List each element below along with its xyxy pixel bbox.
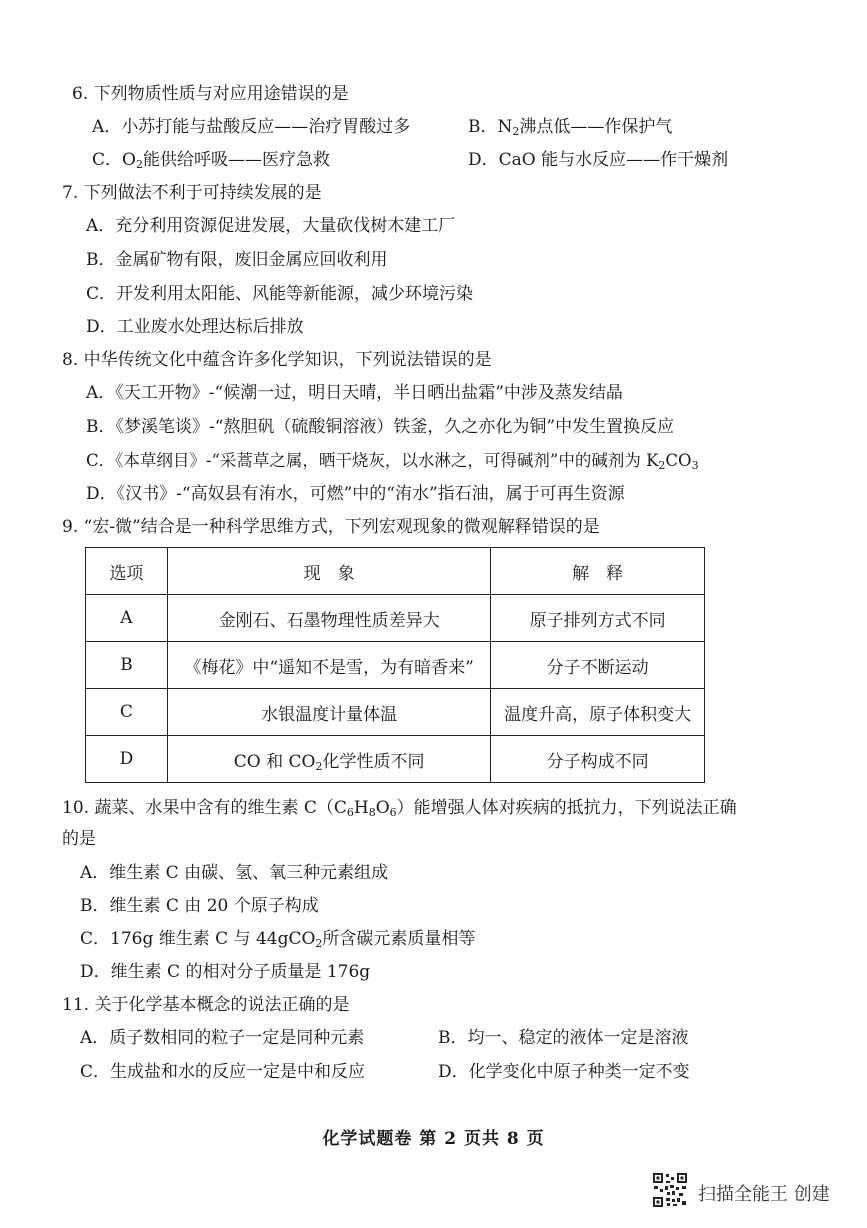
q10-option-c: C．176g 维生素 C 与 44gCO$_2$所含碳元素质量相等	[80, 929, 476, 950]
q10-option-a: A．维生素 C 由碳、氢、氧三种元素组成	[80, 863, 389, 883]
q8-option-c: C．《本草纲目》-“采蒿草之属，晒干烧灰，以水淋之，可得碱剂”中的碱剂为 $K_2CO_3$	[86, 451, 699, 472]
q6-option-b: B．$N_2$沸点低——作保护气	[468, 117, 673, 138]
table-cell-explanation: 温度升高，原子体积变大	[491, 689, 705, 736]
table-cell-phenomenon: CO 和 $CO_2$化学性质不同	[167, 736, 490, 783]
table-header-row	[86, 548, 705, 595]
q6-option-d: D．CaO 能与水反应——作干燥剂	[468, 150, 729, 170]
q8-stem: 8. 中华传统文化中蕴含许多化学知识，下列说法错误的是	[62, 350, 492, 370]
table-cell-option: C	[86, 689, 168, 736]
table-cell-option: D	[86, 736, 168, 783]
q7-option-a: A．充分利用资源促进发展，大量砍伐树木建工厂	[86, 216, 456, 236]
table-cell-explanation: 分子不断运动	[491, 642, 705, 689]
q8-option-d: D．《汉书》-“高奴县有洧水，可燃”中的“洧水”指石油，属于可再生资源	[86, 484, 625, 504]
scanner-watermark: 扫描全能王 创建	[698, 1184, 830, 1205]
q7-option-c: C．开发利用太阳能、风能等新能源，减少环境污染	[86, 284, 474, 304]
q6-stem: 6. 下列物质性质与对应用途错误的是	[72, 84, 349, 104]
q11-option-b: B．均一、稳定的液体一定是溶液	[438, 1028, 689, 1048]
q10-option-d: D．维生素 C 的相对分子质量是 176g	[80, 962, 371, 982]
qr-code-icon	[652, 1172, 688, 1208]
table-cell-phenomenon: 金刚石、石墨物理性质差异大	[167, 595, 490, 642]
table-header-option: 选项	[86, 548, 168, 595]
table-header-phenomenon: 现 象	[167, 548, 490, 595]
table-row	[86, 689, 705, 736]
q11-option-c: C．生成盐和水的反应一定是中和反应	[80, 1062, 366, 1082]
table-row	[86, 736, 705, 783]
q7-option-b: B．金属矿物有限，废旧金属应回收利用	[86, 250, 388, 270]
q10-stem-continued: 的是	[62, 829, 96, 849]
q9-stem: 9. “宏-微”结合是一种科学思维方式，下列宏观现象的微观解释错误的是	[62, 517, 600, 537]
q7-stem: 7. 下列做法不利于可持续发展的是	[62, 183, 322, 203]
q9-table	[85, 547, 705, 783]
table-header-explanation: 解 释	[491, 548, 705, 595]
table-cell-option: A	[86, 595, 168, 642]
q11-option-a: A．质子数相同的粒子一定是同种元素	[80, 1028, 365, 1048]
table-cell-phenomenon: 《梅花》中“遥知不是雪，为有暗香来”	[167, 642, 490, 689]
table-row	[86, 595, 705, 642]
page-footer: 化学试题卷 第 2 页共 8 页	[322, 1129, 545, 1149]
table-cell-phenomenon: 水银温度计量体温	[167, 689, 490, 736]
q11-option-d: D．化学变化中原子种类一定不变	[438, 1062, 690, 1082]
table-cell-explanation: 原子排列方式不同	[491, 595, 705, 642]
table-row	[86, 642, 705, 689]
q8-option-a: A．《天工开物》-“候潮一过，明日天晴，半日晒出盐霜”中涉及蒸发结晶	[86, 383, 623, 403]
table-cell-explanation: 分子构成不同	[491, 736, 705, 783]
table-cell-option: B	[86, 642, 168, 689]
q8-option-b: B．《梦溪笔谈》-“熬胆矾（硫酸铜溶液）铁釜，久之亦化为铜”中发生置换反应	[86, 417, 675, 437]
q6-option-c: C．$O_2$能供给呼吸——医疗急救	[92, 150, 330, 171]
q10-option-b: B．维生素 C 由 20 个原子构成	[80, 896, 319, 916]
q6-option-a: A．小苏打能与盐酸反应——治疗胃酸过多	[92, 117, 411, 137]
q11-stem: 11. 关于化学基本概念的说法正确的是	[62, 995, 350, 1015]
q7-option-d: D．工业废水处理达标后排放	[86, 317, 304, 337]
q10-stem: 10. 蔬菜、水果中含有的维生素 $C(C_6H_8O_6)$能增强人体对疾病的抵抗力，下列说法正确	[62, 798, 737, 819]
